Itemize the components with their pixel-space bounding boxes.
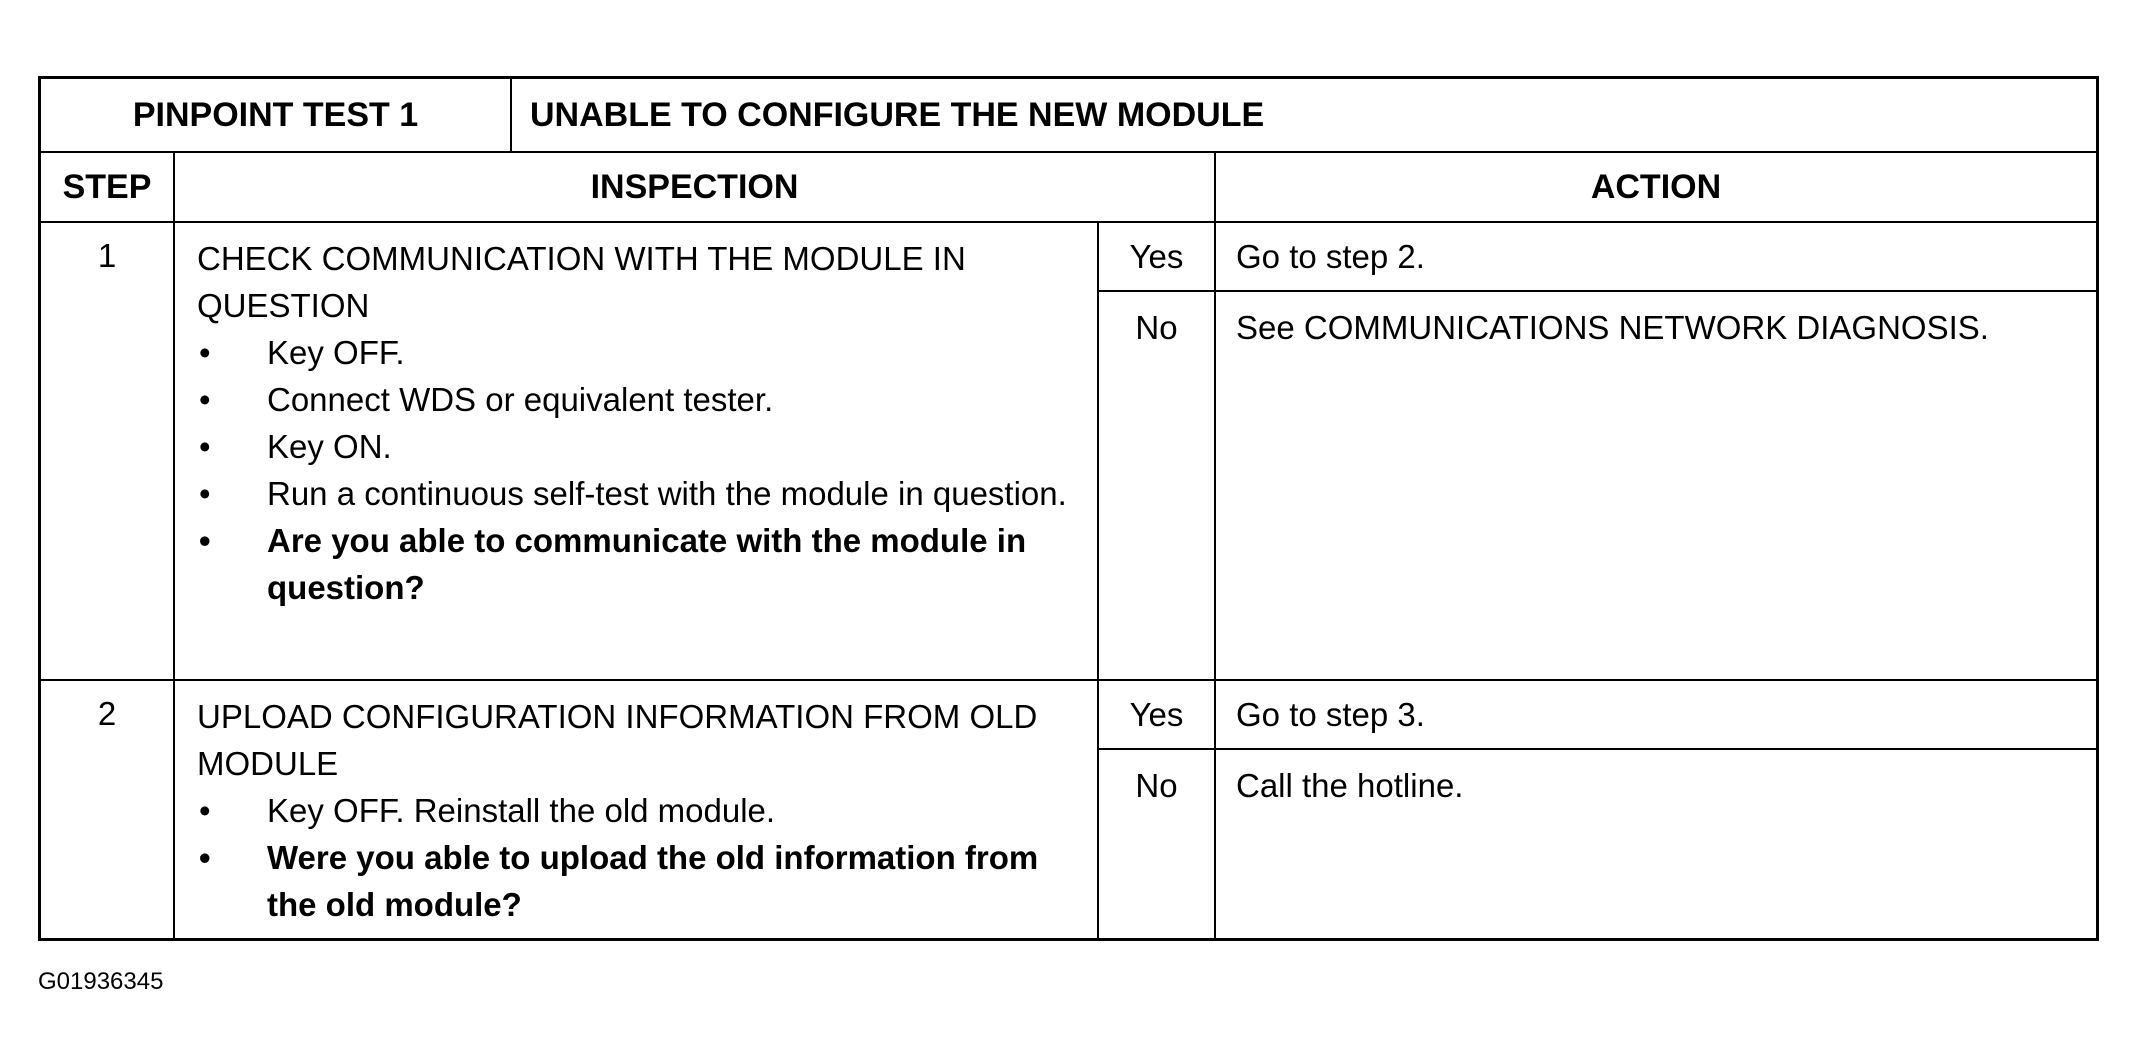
bullet-item — [197, 787, 1079, 834]
pinpoint-test-table — [38, 76, 2099, 941]
no-label: No — [1135, 767, 1178, 804]
step-number: 1 — [41, 223, 175, 679]
title-row — [41, 79, 2096, 153]
step-number: 2 — [41, 681, 175, 938]
step-row-2 — [41, 681, 2096, 938]
action-cell — [1216, 681, 2096, 938]
inspection-bullets — [197, 329, 1079, 611]
bullet-text: Key ON. — [267, 428, 392, 465]
bullet-icon: • — [199, 475, 211, 512]
no-action: See COMMUNICATIONS NETWORK DIAGNOSIS. — [1236, 309, 1989, 346]
bullet-item-question — [197, 517, 1079, 611]
bullet-text: Were you able to upload the old information from the old module? — [267, 839, 1039, 923]
bullet-item — [197, 470, 1079, 517]
bullet-item — [197, 329, 1079, 376]
bullet-icon: • — [199, 334, 211, 371]
inspection-cell — [175, 681, 1099, 938]
no-label: No — [1135, 309, 1178, 346]
column-header-step: STEP — [41, 153, 175, 221]
inspection-title: UPLOAD CONFIGURATION INFORMATION FROM OLD MODULE — [197, 698, 1038, 782]
no-action: Call the hotline. — [1236, 767, 1464, 804]
bullet-item-question — [197, 834, 1079, 928]
column-header-action: ACTION — [1590, 167, 1722, 206]
bullet-text: Key OFF. — [267, 334, 405, 371]
bullet-icon: • — [199, 381, 211, 418]
action-cell — [1216, 223, 2096, 679]
yes-action: Go to step 2. — [1216, 223, 2096, 292]
inspection-bullets — [197, 787, 1079, 928]
yes-action: Go to step 3. — [1216, 681, 2096, 750]
inspection-cell — [175, 223, 1099, 679]
yes-no-cell — [1099, 681, 1216, 938]
test-name: UNABLE TO CONFIGURE THE NEW MODULE — [530, 95, 1265, 134]
bullet-item — [197, 423, 1079, 470]
bullet-icon: • — [199, 522, 211, 559]
yes-label: Yes — [1099, 681, 1214, 750]
bullet-text: Are you able to communicate with the module in question? — [267, 522, 1027, 606]
step-row-1 — [41, 223, 2096, 681]
bullet-icon: • — [199, 428, 211, 465]
column-header-row — [41, 153, 2096, 223]
yes-label: Yes — [1099, 223, 1214, 292]
bullet-item — [197, 376, 1079, 423]
bullet-icon: • — [199, 792, 211, 829]
column-header-inspection: INSPECTION — [175, 153, 1216, 221]
test-label: PINPOINT TEST 1 — [41, 79, 512, 151]
figure-id: G01936345 — [38, 968, 164, 995]
bullet-text: Connect WDS or equivalent tester. — [267, 381, 774, 418]
bullet-text: Run a continuous self-test with the module in question. — [267, 475, 1067, 512]
bullet-icon: • — [199, 839, 211, 876]
inspection-title: CHECK COMMUNICATION WITH THE MODULE IN QUESTION — [197, 240, 966, 324]
yes-no-cell — [1099, 223, 1216, 679]
bullet-text: Key OFF. Reinstall the old module. — [267, 792, 776, 829]
